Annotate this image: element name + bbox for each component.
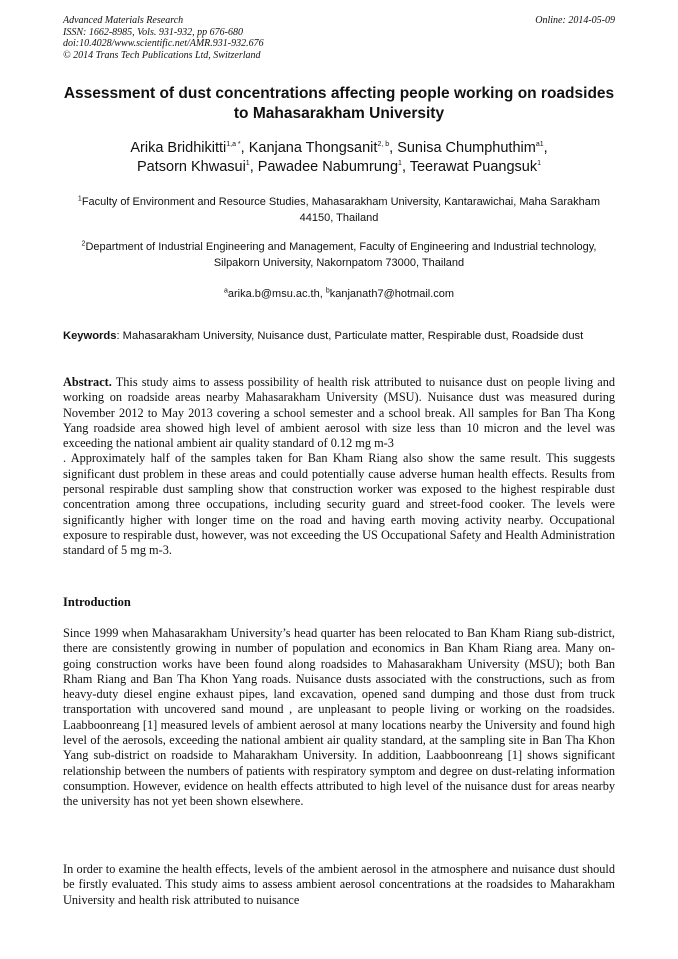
author-name: Teerawat Puangsuk [409,159,538,175]
intro-paragraph-2: In order to examine the health effects, levels of the ambient aerosol in the atmosphere and nuisance dust should be firstly evaluated. This study aims to assess ambient aerosol concentrations at the roadsides to Maharakham University and health risk attributed to nuisance [63,862,615,907]
email-a[interactable]: arika.b@msu.ac.th, [227,288,326,300]
abstract [63,375,615,559]
author-sup: 1 [398,160,402,168]
affiliation-1 [63,194,615,226]
affiliation-text: Department of Industrial Engineering and Management, Faculty of Engineering and Industrial technology, Silpakorn University, Nakornpatom 73000, Thailand [85,241,597,269]
abstract-label: Abstract. [63,375,112,389]
affiliation-text: Faculty of Environment and Resource Studies, Mahasarakham University, Kantarawichai, Maha Sarakham 44150, Thailand [81,196,601,224]
author-sup: 2, b [377,141,390,149]
paper-title: Assessment of dust concentrations affecting people working on roadsides to Mahasarakham University [63,85,615,122]
affiliation-2 [63,239,615,271]
author-sep: , [249,159,258,175]
author-sup: 1 [245,160,250,168]
affiliation-sup: 1 [77,195,82,203]
author-sup: 1,a * [226,141,241,149]
author-sep: , [543,140,548,156]
abstract-text-2: . Approximately half of the samples taken for Ban Kham Riang also show the same result. This suggests significant dust problem in these areas and could potentially cause adverse human health effects. Results from personal respirable dust sampling show that construction worker was exposed to the highest respirable dust concentration among three occupations, including security guard and street-food cooker. The levels were significantly higher with longer time on the road and having earth moving activity nearby. Occupational exposure to respirable dust, however, was not exceeding the US Occupational Safety and Health Administration standard of 5 mg m-3. [63,451,615,558]
keywords-label: Keywords [63,330,117,342]
issn-line: ISSN: 1662-8985, Vols. 931-932, pp 676-680 [63,26,243,38]
author-name: Patsorn Khwasui [136,159,246,175]
keywords-text: : Mahasarakham University, Nuisance dust, Particulate matter, Respirable dust, Roadside dust [116,330,584,342]
author-name: Pawadee Nabumrung [257,159,399,175]
abstract-text-1: This study aims to assess possibility of health risk attributed to nuisance dust on people living and working on roadside areas nearby Mahasarakham University (MSU). Nuisance dust was measured during November 2012 to May 2013 covering a school semester and a school break. All samples for Ban Tha Kong Yang roadside area showed high level of ambient aerosol with size less than 10 micron and the level was exceeding the national ambient air quality standard of 0.12 mg m-3 [63,375,615,451]
author-name: Kanjana Thongsanit [248,140,378,156]
affiliation-sup: 2 [81,240,86,248]
email-sup: a [223,287,228,295]
author-sup: 1 [537,160,541,168]
copyright-line: © 2014 Trans Tech Publications Ltd, Switzerland [63,49,261,61]
section-heading-introduction: Introduction [63,595,131,609]
author-sup: a1 [535,141,544,149]
author-name: Arika Bridhikitti [130,140,227,156]
author-sep: , [389,140,398,156]
author-sep: , [240,140,249,156]
email-sup: b [325,287,330,295]
journal-name: Advanced Materials Research [63,15,184,26]
email-line [63,286,615,302]
author-list [63,139,615,177]
page-header [63,15,615,61]
intro-paragraph-1: Since 1999 when Mahasarakham University’s head quarter has been relocated to Ban Kham Riang sub-district, there are consistently growing in number of population and economics in Ban Kham Riang area. Many on-going construction works have been found along roadsides to Mahasarakham University (MSU); both Ban Rham Riang and Ban Tha Khon Yang roads. Nuisance dusts associated with the constructions, such as from heavy-duty diesel engine exhaust pipes, land excavation, opened sand dumping and those dust from truck transportation with uncovered sand mound , are unpleasant to people living or working on the roadsides. Laabboonreang [1] measured levels of ambient aerosol at many locations nearby the University and found high level of the aerosols, exceeding the national ambient air quality standard, at the sampling site in Ban Tha Khon Yang sub-district on roadside to Maharakham University. In addition, Laabboonreang [1] shows significant relationship between the numbers of patients with respiratory symptom and degree on dust-relating information consumption. However, evidence on health effects attributed to high level of the nuisance dust for areas nearby the university has not yet been shown elsewhere. [63,626,615,809]
doi-line: doi:10.4028/www.scientific.net/AMR.931-932.676 [63,38,264,49]
author-sep: , [401,159,410,175]
author-name: Sunisa Chumphuthim [397,140,536,156]
email-b[interactable]: kanjanath7@hotmail.com [329,288,455,300]
online-date: Online: 2014-05-09 [535,15,615,26]
keywords [63,329,615,344]
